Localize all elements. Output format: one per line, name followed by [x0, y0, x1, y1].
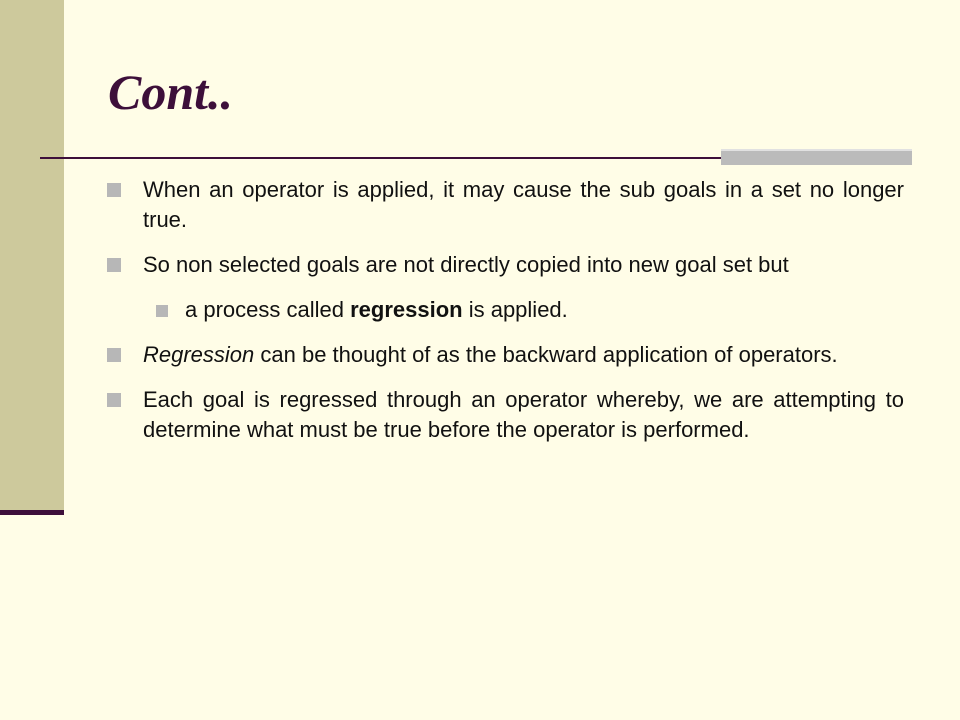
bullet-item [107, 175, 904, 235]
bullet-item [107, 340, 904, 370]
bullet-text: Each goal is regressed through an operator whereby, we are attempting to determine what must be true before the operator is performed. [143, 387, 904, 442]
square-bullet-icon [107, 348, 121, 362]
bullet-text: So non selected goals are not directly copied into new goal set but [143, 252, 789, 277]
square-bullet-icon [107, 393, 121, 407]
square-bullet-icon [107, 258, 121, 272]
italic-term: Regression [143, 342, 255, 367]
sub-bullet-item [107, 295, 904, 325]
square-bullet-icon [156, 305, 168, 317]
emphasized-term: regression [350, 297, 463, 322]
sub-bullet-text-end: is applied. [462, 297, 568, 322]
divider-accent-bar [721, 149, 912, 165]
decorative-side-bar [0, 0, 64, 510]
bullet-list [107, 175, 904, 460]
bullet-item [107, 250, 904, 280]
bullet-text: When an operator is applied, it may cause the sub goals in a set no longer true. [143, 177, 904, 232]
slide-title: Cont.. [108, 64, 234, 120]
side-bar-underline [0, 510, 64, 515]
square-bullet-icon [107, 183, 121, 197]
bullet-text: can be thought of as the backward application of operators. [254, 342, 838, 367]
bullet-item [107, 385, 904, 445]
sub-bullet-text-start: a process called [185, 297, 351, 322]
